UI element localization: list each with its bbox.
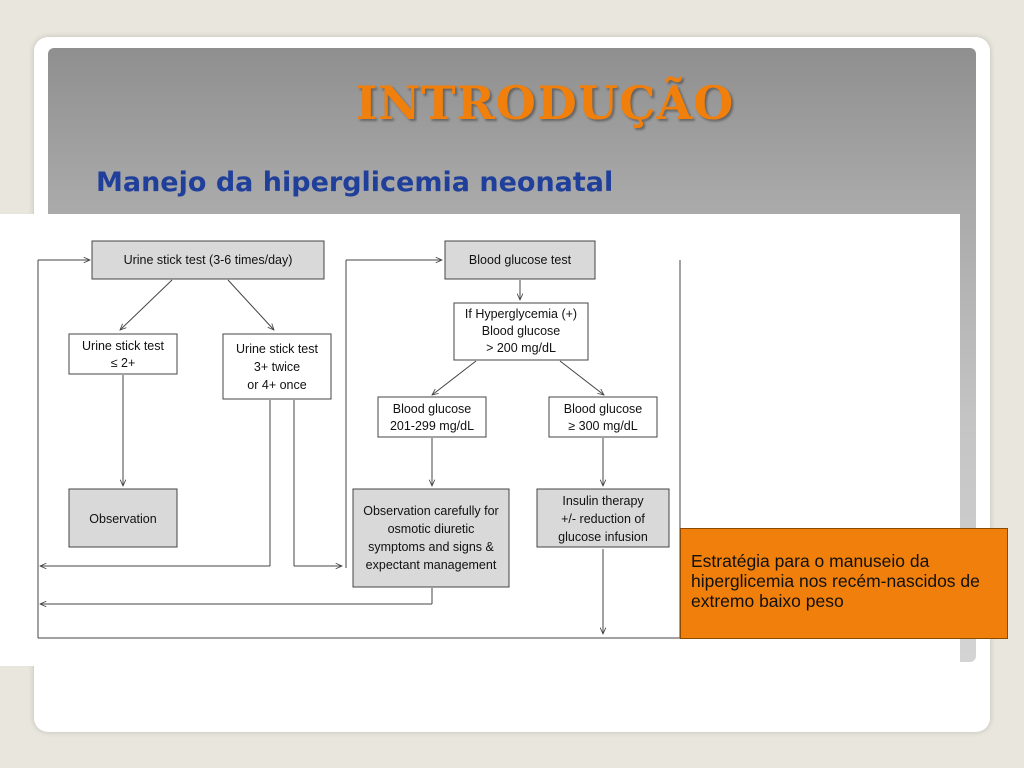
node-text: glucose infusion [558,530,648,544]
node-text: 201-299 mg/dL [389,419,475,433]
arrow-to-urine-low [120,280,172,330]
node-text: ≥ 300 mg/dL [568,419,638,433]
arrow-to-bg-201 [432,361,476,395]
node-bg-300 [549,397,657,437]
node-text: Observation [89,512,157,526]
node-if-hyperglycemia [454,303,588,360]
node-text: Blood glucose test [468,253,572,267]
arrow-to-bg-300 [560,361,604,395]
node-text: If Hyperglycemia (+) [464,307,578,321]
slide-subtitle: Manejo da hiperglicemia neonatal [96,167,614,198]
node-text: Blood glucose [481,324,561,338]
node-observation [69,489,177,547]
node-text: Blood glucose [563,402,643,416]
node-insulin-therapy [537,489,669,547]
flowchart [0,214,700,666]
note-callout: Estratégia para o manuseio da hiperglicemia nos recém-nascidos de extremo baixo peso [680,528,1008,639]
node-text: ≤ 2+ [110,356,136,370]
arrow-to-urine-high [228,280,274,330]
node-text: osmotic diuretic [387,522,475,536]
node-text: > 200 mg/dL [486,341,556,355]
node-observation-carefully [353,489,509,587]
node-text: 3+ twice [253,360,301,374]
node-text: expectant management [365,558,497,572]
slide-title: INTRODUÇÃO [355,76,735,130]
node-text: Urine stick test (3-6 times/day) [123,253,293,267]
node-text: Insulin therapy [562,494,644,508]
node-urine-stick-test [92,241,324,279]
node-text: Urine stick test [82,339,164,353]
node-urine-high [223,334,331,399]
node-text: +/- reduction of [561,512,645,526]
node-text: symptoms and signs & [368,540,494,554]
node-text: Urine stick test [236,342,318,356]
node-bg-201-299 [378,397,486,437]
node-text: or 4+ once [247,378,307,392]
node-blood-glucose-test [445,241,595,279]
node-urine-low [69,334,177,374]
node-text: Observation carefully for [363,504,499,518]
node-text: Blood glucose [392,402,472,416]
